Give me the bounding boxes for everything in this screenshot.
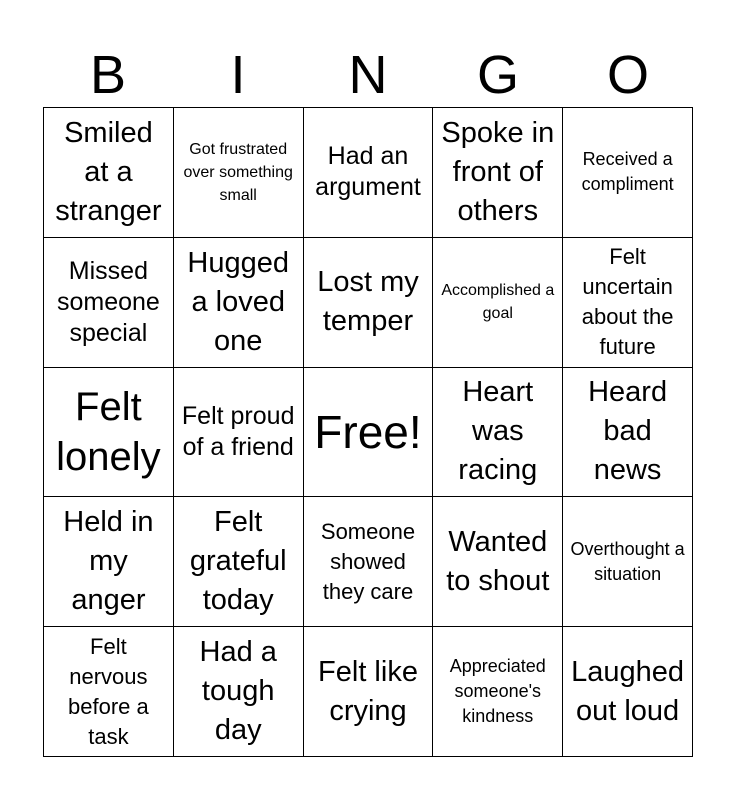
bingo-cell[interactable] [304,627,434,757]
bingo-cell[interactable] [433,368,563,498]
bingo-cell[interactable] [304,238,434,368]
cell-text: Felt lonely [56,384,161,479]
cell-text: Got frustrated over something small [183,140,293,204]
cell-text: Felt grateful today [189,506,287,617]
cell-text: Smiled at a stranger [55,116,162,227]
bingo-cell[interactable] [174,627,304,757]
cell-text: Lost my temper [317,266,419,338]
bingo-cell[interactable] [304,497,434,627]
bingo-cell[interactable] [563,497,693,627]
bingo-cell[interactable] [563,368,693,498]
bingo-cell[interactable] [174,368,304,498]
bingo-cell[interactable] [174,497,304,627]
bingo-cell[interactable] [433,238,563,368]
cell-text: Felt nervous before a task [68,633,149,749]
bingo-cell[interactable] [433,497,563,627]
bingo-cell[interactable] [433,627,563,757]
bingo-cell[interactable] [174,108,304,238]
cell-text: Spoke in front of others [441,116,555,227]
cell-text: Felt like crying [318,655,418,727]
cell-text: Wanted to shout [446,525,550,597]
bingo-cell[interactable] [563,627,693,757]
free-space-cell[interactable] [304,368,434,498]
header-letter-n: N [348,45,388,105]
cell-text: Overthought a situation [570,538,685,584]
header-letter-i: I [230,45,246,105]
bingo-cell[interactable] [44,368,174,498]
bingo-cell[interactable] [433,108,563,238]
cell-text: Laughed out loud [571,655,685,727]
cell-text: Heart was racing [458,376,538,487]
header-letter-b: B [89,45,127,105]
cell-text: Held in my anger [63,506,154,617]
bingo-cell[interactable] [563,108,693,238]
bingo-board [43,107,693,757]
cell-text: Heard bad news [588,376,668,487]
cell-text: Had an argument [315,142,421,202]
cell-text: Felt uncertain about the future [581,244,674,360]
bingo-cell[interactable] [304,108,434,238]
bingo-cell[interactable] [44,627,174,757]
cell-text: Received a compliment [581,149,674,195]
bingo-cell[interactable] [563,238,693,368]
cell-text: Accomplished a goal [441,282,555,323]
cell-text: Appreciated someone's kindness [449,656,546,727]
cell-text: Had a tough day [199,636,277,747]
cell-text: Felt proud of a friend [181,401,295,461]
cell-text: Hugged a loved one [187,246,289,357]
header-letter-o: O [606,45,649,105]
cell-text: Missed someone special [56,256,160,347]
bingo-header [43,44,693,106]
bingo-cell[interactable] [44,108,174,238]
bingo-cell[interactable] [44,238,174,368]
bingo-cell[interactable] [44,497,174,627]
header-letter-g: G [476,45,519,105]
free-space-text: Free! [314,405,422,458]
bingo-cell[interactable] [174,238,304,368]
cell-text: Someone showed they care [320,518,416,604]
